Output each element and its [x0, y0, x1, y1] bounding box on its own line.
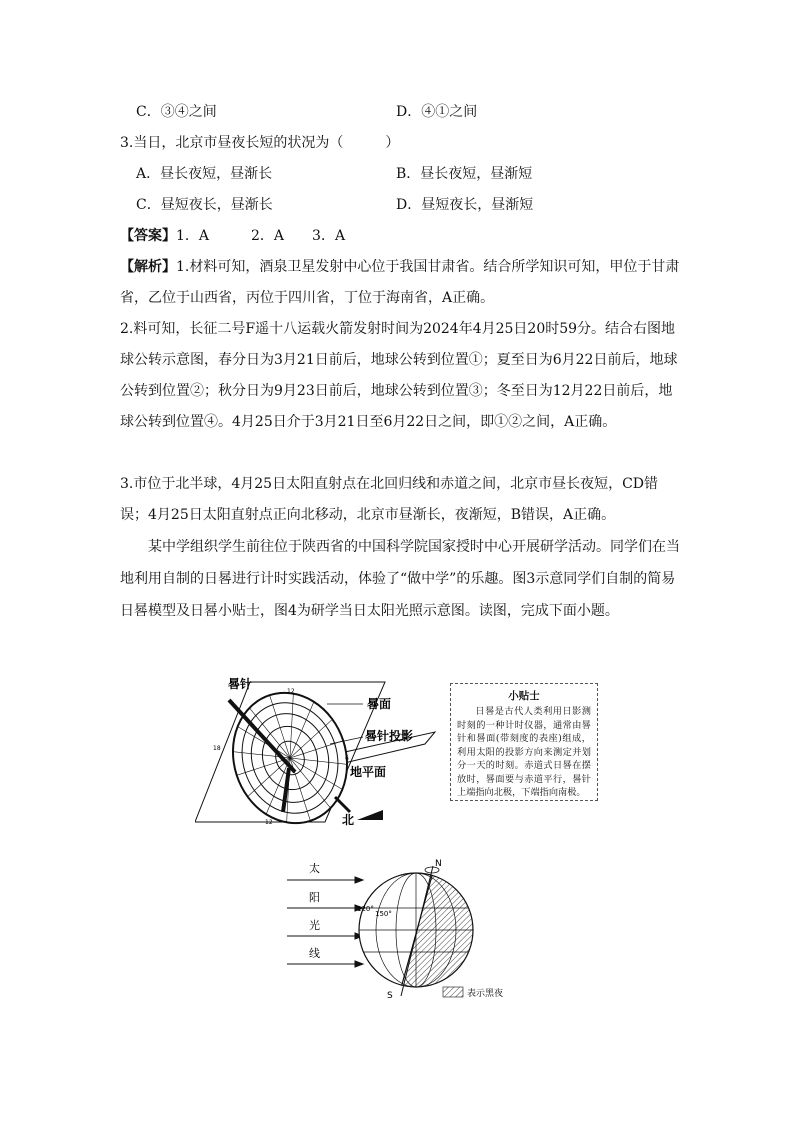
- answer-label: 【答案】: [120, 228, 176, 244]
- analysis-paragraph-3: 3.市位于北半球，4月25日太阳直射点在北回归线和赤道之间，北京市昼长夜短，CD错误；4月25日太阳直射点正向北移动，北京市昼渐长，夜渐短，B错误，A正确。: [120, 476, 659, 523]
- hour-mark-top: 12: [287, 688, 295, 695]
- legend-text: 表示黑夜: [467, 989, 504, 999]
- q3-option-b: B．昼长夜短，昼渐短: [396, 166, 533, 182]
- intro-paragraph: 某中学组织学生前往位于陕西省的中国科学院国家授时中心开展研学活动。同学们在当地利用自制的日晷进行计时实践活动，体验了“做中学”的乐趣。图3示意同学们自制的简易日晷模型及日晷小贴士，图4为研学当日太阳光照示意图。读图，完成下面小题。: [120, 539, 680, 619]
- hour-mark-bottom: 12: [265, 819, 273, 826]
- label-shadow: 晷针投影: [365, 729, 414, 743]
- tip-body: 日晷是古代人类利用日影测时刻的一种计时仪器，通常由晷针和晷面(带刻度的表座)组成，利用太阳的投影方向来测定并划分一天的时刻。赤道式日晷在摆放时，晷面要与赤道平行，晷针上端指向北极，下端指向南极。: [457, 706, 591, 798]
- label-north: 北: [342, 813, 355, 827]
- answer-text: 1．A 2．A 3．A: [176, 228, 346, 244]
- hour-mark-left: 18: [213, 745, 221, 752]
- north-arrow-icon: [357, 810, 383, 820]
- option-c: C．③④之间: [136, 104, 217, 120]
- legend-swatch: [443, 987, 463, 997]
- sun-char-4: 线: [309, 947, 320, 960]
- sun-char-1: 太: [309, 862, 320, 875]
- sunlight-figure: [283, 858, 533, 1008]
- q3-option-a: A．昼长夜短，昼渐长: [136, 166, 273, 182]
- label-n: N: [435, 859, 442, 869]
- sun-rays: [287, 877, 363, 967]
- analysis-label: 【解析】: [120, 259, 176, 275]
- gnomon-lower: [335, 797, 350, 812]
- q3-option-d: D．昼短夜长，昼渐短: [396, 197, 534, 213]
- sundial-figure: [195, 672, 445, 827]
- sun-char-3: 光: [309, 919, 320, 932]
- analysis-paragraph-2: 2.料可知，长征二号F遥十八运载火箭发射时间为2024年4月25日20时59分。结合右图地球公转示意图，春分日为3月21日前后，地球公转到位置①；夏至日为6月22日前后，地球公转到位置②；秋分日为9月23日前后，地球公转到位置③；冬至日为12月22日前后，地球公转到位置④。4月25日介于3月21日至6月22日之间，即①②之间，A正确。: [120, 321, 678, 430]
- q3-option-c: C．昼短夜长，昼渐长: [136, 197, 273, 213]
- label-gnomon: 晷针: [228, 677, 253, 691]
- label-s: S: [387, 991, 393, 1001]
- label-dial: 晷面: [367, 697, 392, 711]
- option-d: D．④①之间: [396, 104, 478, 120]
- label-150: 150°: [375, 910, 392, 918]
- answer-line: [120, 226, 345, 246]
- hour-mark-right: 6: [345, 755, 349, 762]
- sun-char-2: 阳: [309, 891, 320, 904]
- tip-box: [450, 683, 598, 801]
- analysis-text-1: 1.材料可知，酒泉卫星发射中心位于我国甘肃省。结合所学知识可知，甲位于甘肃省，乙位于山西省，丙位于四川省，丁位于海南省，A正确。: [120, 259, 680, 306]
- globe: [359, 868, 483, 993]
- label-ground: 地平面: [350, 765, 387, 779]
- tip-title: 小贴士: [508, 690, 540, 702]
- analysis-paragraph-1: [120, 252, 680, 314]
- label-120: 120°: [357, 905, 374, 913]
- question-3-stem: 3.当日，北京市昼夜长短的状况为（ ）: [120, 135, 400, 151]
